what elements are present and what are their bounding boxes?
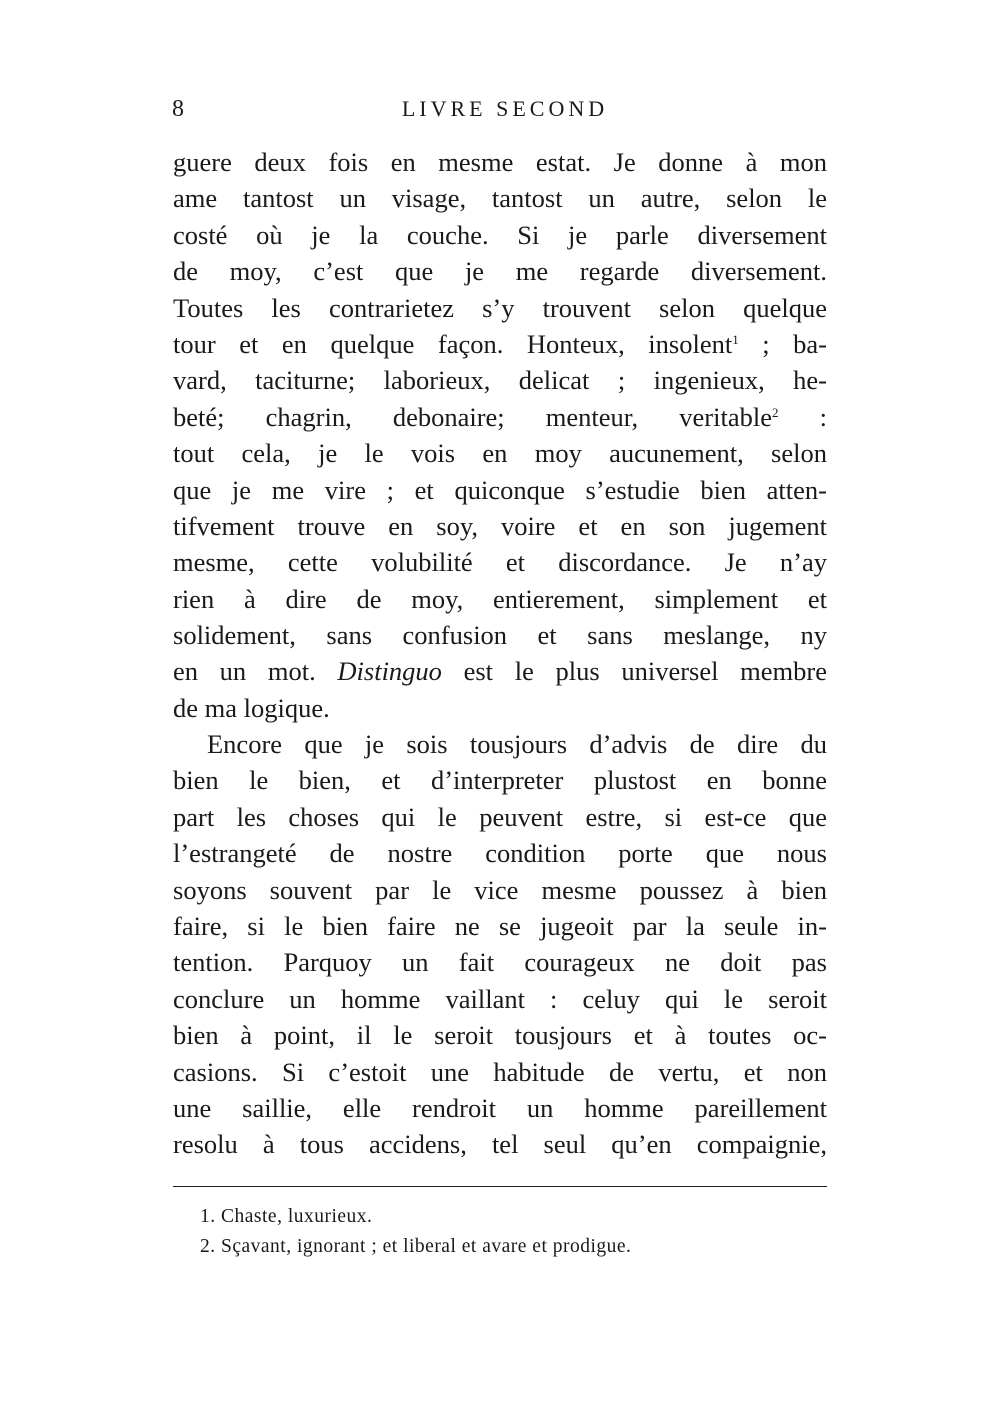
text-run: :	[778, 401, 827, 432]
text-run: guere deux fois en mesme estat. Je donne à mon	[173, 147, 827, 177]
text-run: part les choses qui le peuvent estre, si est-ce que	[173, 801, 827, 832]
text-line	[173, 144, 827, 180]
text-line	[173, 290, 827, 326]
footnote: 2. Sçavant, ignorant ; et liberal et avare et prodigue.	[200, 1236, 632, 1257]
text-line	[173, 1054, 827, 1090]
text-line	[173, 653, 827, 689]
footnote-marker: 2	[772, 404, 779, 420]
text-line	[173, 435, 827, 471]
running-title: LIVRE SECOND	[401, 96, 609, 121]
paragraph	[173, 726, 827, 1163]
text-line	[173, 217, 827, 253]
text-run: Toutes les contrarietez s’y trouvent selon quelque	[173, 292, 827, 323]
text-run: Encore que je sois tousjours d’advis de dire du	[207, 729, 827, 759]
text-line	[173, 799, 827, 835]
text-line	[173, 180, 827, 216]
text-run: une saillie, elle rendroit un homme pareillement	[173, 1092, 827, 1123]
text-run: ; ba-	[738, 328, 827, 359]
text-run: tout cela, je le vois en moy aucunement, selon	[173, 438, 827, 469]
text-run: faire, si le bien faire ne se jugeoit par la seule in-	[173, 910, 827, 941]
text-line	[173, 762, 827, 798]
paragraph	[173, 144, 827, 726]
text-run: de ma logique.	[173, 692, 330, 723]
footnote-rule	[173, 1186, 827, 1187]
text-run: bien le bien, et d’interpreter plustost en bonne	[173, 765, 827, 796]
text-line	[173, 253, 827, 289]
text-line	[173, 944, 827, 980]
text-run: de moy, c’est que je me regarde diversement.	[173, 256, 827, 287]
text-run: que je me vire ; et quiconque s’estudie bien atten-	[173, 474, 827, 505]
page-number: 8	[172, 96, 184, 122]
text-run: bien à point, il le seroit tousjours et à toutes oc-	[173, 1020, 827, 1051]
text-run: mesme, cette volubilité et discordance. Je n’ay	[173, 547, 827, 578]
text-run: tention. Parquoy un fait courageux ne doit pas	[173, 947, 827, 978]
text-run: ame tantost un visage, tantost un autre, selon le	[173, 183, 827, 214]
text-line	[173, 908, 827, 944]
text-run: resolu à tous accidens, tel seul qu’en compaignie,	[173, 1129, 827, 1160]
text-line	[173, 1090, 827, 1126]
text-line	[173, 726, 827, 762]
text-run: casions. Si c’estoit une habitude de vertu, et non	[173, 1056, 827, 1087]
text-run: rien à dire de moy, entierement, simplement et	[173, 583, 827, 614]
text-line	[173, 1017, 827, 1053]
text-run: vard, taciturne; laborieux, delicat ; ingenieux, he-	[173, 365, 827, 396]
text-line	[173, 835, 827, 871]
footnote: 1. Chaste, luxurieux.	[200, 1206, 373, 1227]
text-run: soyons souvent par le vice mesme poussez à bien	[173, 874, 827, 905]
text-line	[173, 472, 827, 508]
text-run: l’estrangeté de nostre condition porte que nous	[173, 838, 827, 869]
footnote-marker: 1	[732, 331, 739, 347]
text-line	[173, 326, 827, 362]
text-line	[173, 508, 827, 544]
text-line	[173, 1126, 827, 1162]
text-line	[173, 617, 827, 653]
text-run: tour et en quelque façon. Honteux, insolent	[173, 328, 733, 359]
text-line	[173, 872, 827, 908]
text-line	[173, 690, 827, 726]
text-line	[173, 399, 827, 435]
text-line	[173, 981, 827, 1017]
text-run: tifvement trouve en soy, voire et en son jugement	[173, 510, 827, 541]
text-line	[173, 544, 827, 580]
text-run: solidement, sans confusion et sans meslange, ny	[173, 620, 827, 651]
italic-text: Distinguo	[337, 656, 442, 687]
text-run: en un mot.	[173, 656, 338, 687]
text-run: conclure un homme vaillant : celuy qui le seroit	[173, 983, 827, 1014]
text-run: beté; chagrin, debonaire; menteur, veritable	[173, 401, 772, 432]
text-line	[173, 581, 827, 617]
text-run: costé où je la couche. Si je parle diversement	[173, 219, 827, 250]
text-run: est le plus universel membre	[441, 656, 827, 687]
text-line	[173, 362, 827, 398]
